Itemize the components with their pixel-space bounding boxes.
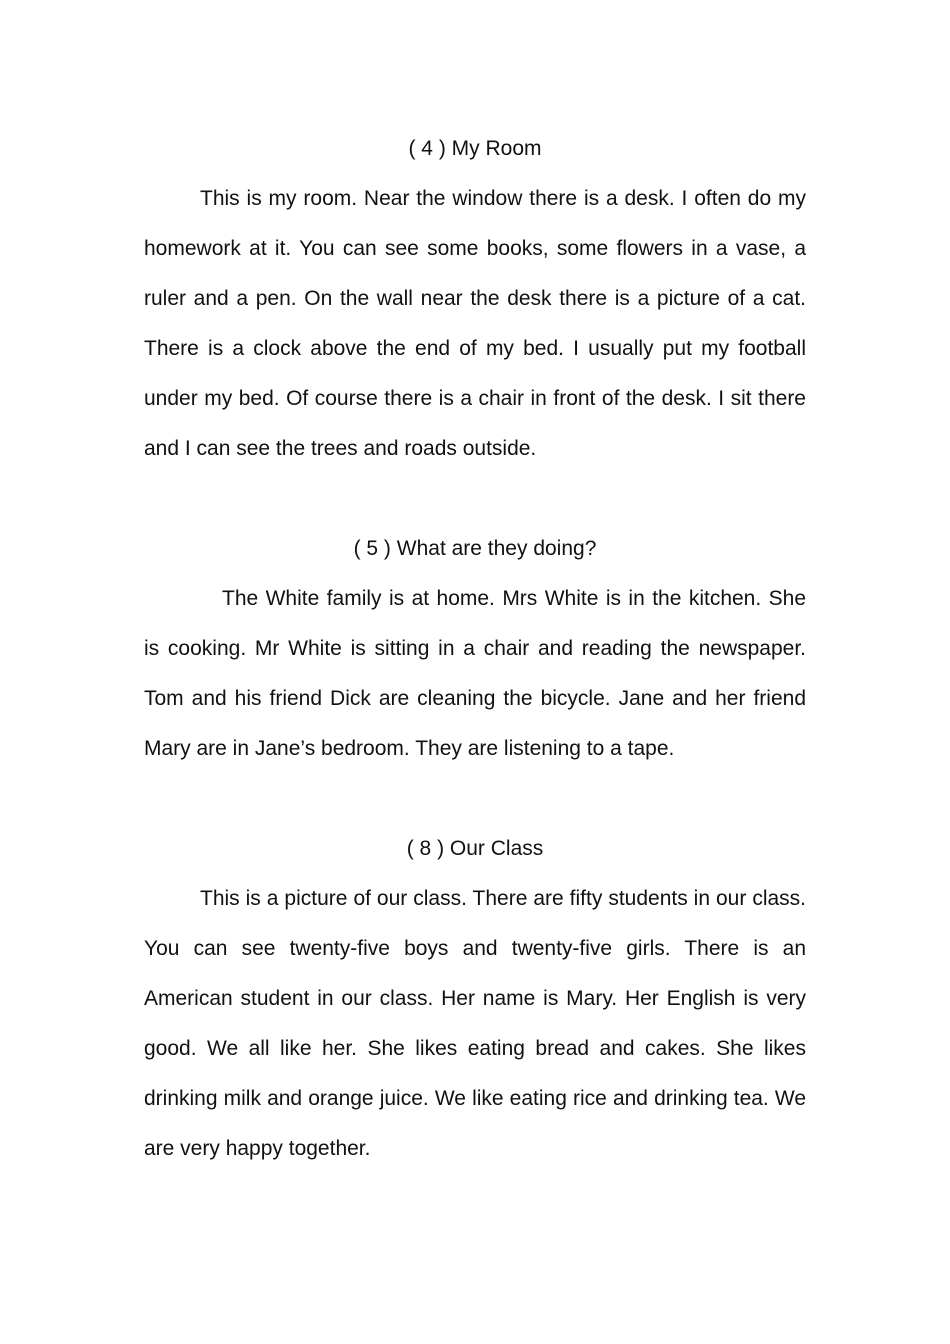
section-my-room [144,124,806,474]
section-title: ( 5 ) What are they doing? [353,537,597,560]
section-title: ( 8 ) Our Class [406,837,544,860]
section-our-class [144,824,806,1174]
section-spacer [144,774,806,824]
section-spacer [144,474,806,524]
section-title: ( 4 ) My Room [408,137,542,160]
section-paragraph: The White family is at home. Mrs White is in the kitchen. She is cooking. Mr White is sitting in a chair and reading the newspaper. Tom and his friend Dick are cleaning the bicycle. Jane and her friend Mary are in Jane’s bedroom. They are listening to a tape. [144,587,806,760]
document-page [144,124,806,1174]
section-what-are-they-doing [144,524,806,774]
section-paragraph: This is a picture of our class. There are fifty students in our class. You can see twenty-five boys and twenty-five girls. There is an American student in our class. Her name is Mary. Her English is very good. We all like her. She likes eating bread and cakes. She likes drinking milk and orange juice. We like eating rice and drinking tea. We are very happy together. [144,887,806,1160]
section-paragraph: This is my room. Near the window there is a desk. I often do my homework at it. You can see some books, some flowers in a vase, a ruler and a pen. On the wall near the desk there is a picture of a cat. There is a clock above the end of my bed. I usually put my football under my bed. Of course there is a chair in front of the desk. I sit there and I can see the trees and roads outside. [144,187,806,460]
